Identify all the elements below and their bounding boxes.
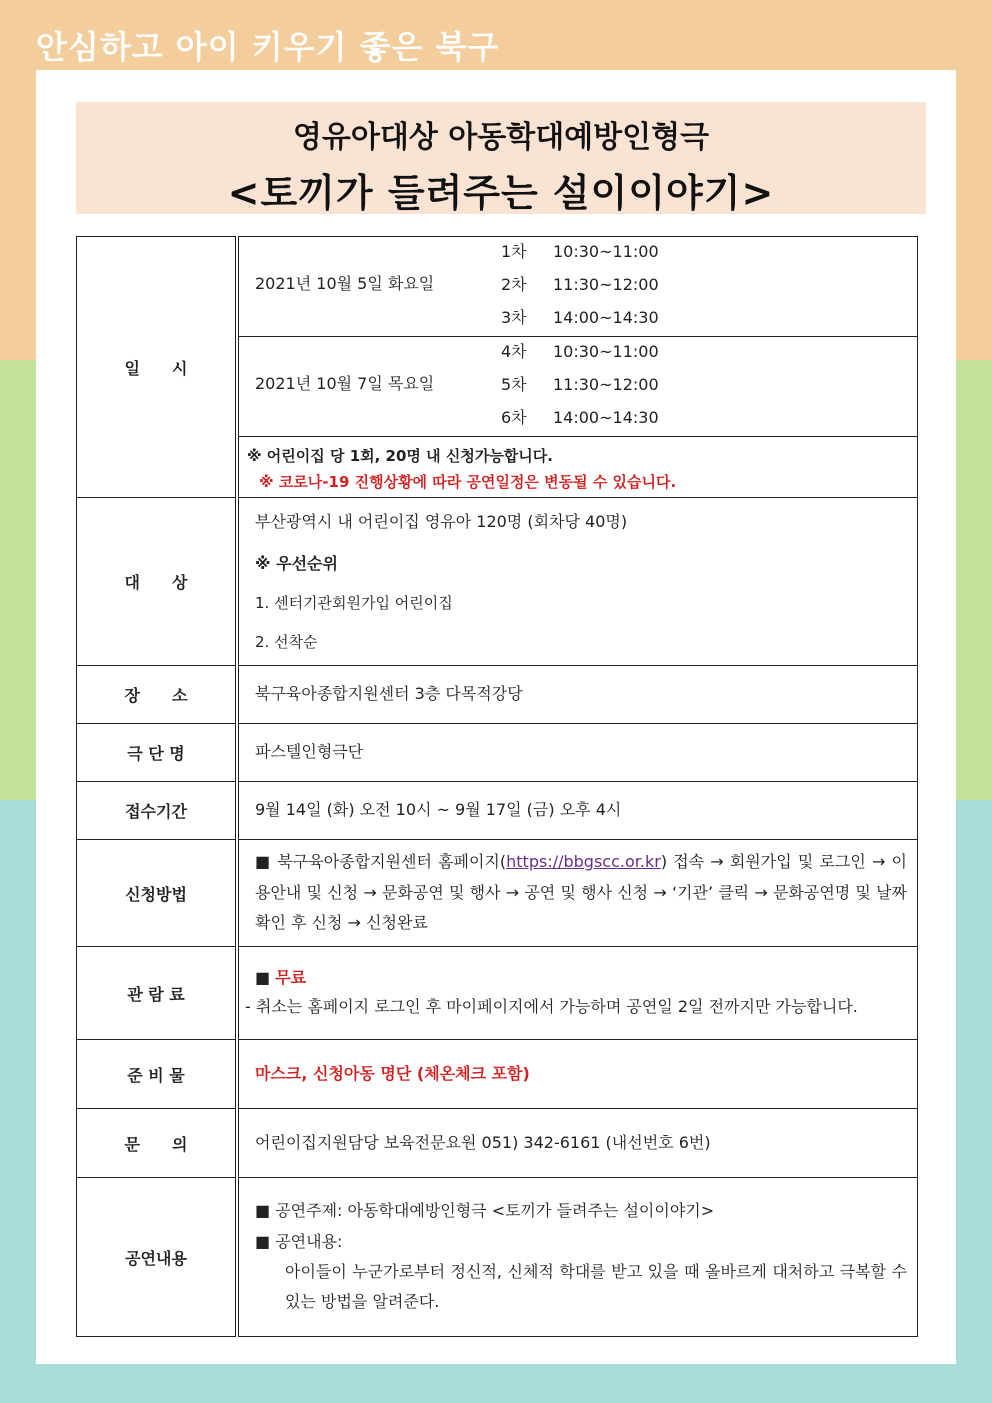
- content-theme: ■ 공연주제: 아동학대예방인형극 <토끼가 들려주는 설이이야기>: [255, 1201, 715, 1221]
- schedule-note-capacity: ※ 어린이집 당 1회, 20명 내 신청가능합니다.: [247, 446, 553, 465]
- period-row: [77, 782, 918, 840]
- target-line1: 부산광역시 내 어린이집 영유아 120명 (회차당 40명): [255, 511, 628, 531]
- target-cell: [237, 498, 918, 666]
- prepare-cell: [237, 1040, 918, 1109]
- contact-cell: [237, 1109, 918, 1178]
- contact-label: 문 의: [77, 1109, 238, 1178]
- period-label: 접수기간: [77, 782, 238, 840]
- schedule-day1: [237, 237, 918, 337]
- fee-cell: [237, 947, 918, 1040]
- day2-date: 2021년 10월 7일 목요일: [255, 374, 435, 393]
- troupe-row: [77, 724, 918, 782]
- info-table: [76, 236, 918, 1337]
- session-1: 1차 10:30~11:00: [501, 242, 659, 261]
- method-prefix: ■ 북구육아종합지원센터 홈페이지(: [255, 852, 507, 872]
- prepare-label: 준 비 물: [77, 1040, 238, 1109]
- content-desc-label: ■ 공연내용:: [255, 1231, 343, 1251]
- title-line1: 영유아대상 아동학대예방인형극: [292, 120, 710, 155]
- content-label: 공연내용: [77, 1178, 238, 1337]
- session-4: 4차 10:30~11:00: [501, 342, 659, 361]
- fee-cancel-note: - 취소는 홈페이지 로그인 후 마이페이지에서 가능하며 공연일 2일 전까지만 가능합니다.: [245, 997, 858, 1016]
- place-row: [77, 666, 918, 724]
- target-item2: 2. 선착순: [255, 633, 318, 652]
- content-cell: [237, 1178, 918, 1337]
- contact-value: 어린이집지원담당 보육전문요원 051) 342-6161 (내선번호 6번): [255, 1132, 711, 1152]
- place-value: 북구육아종합지원센터 3층 다목적강당: [255, 684, 523, 704]
- day1-date: 2021년 10월 5일 화요일: [255, 274, 435, 293]
- period-value: 9월 14일 (화) 오전 10시 ~ 9월 17일 (금) 오후 4시: [255, 800, 622, 820]
- schedule-day2: [237, 337, 918, 437]
- target-item1: 1. 센터기관회원가입 어린이집: [255, 594, 453, 613]
- method-row: [77, 840, 918, 947]
- fee-bullet: ■: [255, 968, 276, 988]
- session-3: 3차 14:00~14:30: [501, 308, 659, 327]
- fee-row: [77, 947, 918, 1040]
- session-5: 5차 11:30~12:00: [501, 375, 659, 394]
- target-label: 대 상: [77, 498, 238, 666]
- content-desc: 아이들이 누군가로부터 정신적, 신체적 학대를 받고 있을 때 올바르게 대처하고 극복할 수 있는 방법을 알려준다.: [285, 1262, 907, 1312]
- target-priority: ※ 우선순위: [255, 553, 338, 573]
- title-banner: [76, 102, 926, 214]
- method-cell: [237, 840, 918, 947]
- method-suffix: ) 접속 → 회원가입 및 로그인 → 이용안내 및 신청 → 문화공연 및 행사 → 공연 및 행사 신청 → ‘기관’ 클릭 → 문화공연명 및 날짜 확인 후 신청 → 신청완료: [255, 852, 907, 933]
- prepare-row: [77, 1040, 918, 1109]
- period-cell: [237, 782, 918, 840]
- schedule-note-covid: ※ 코로나-19 진행상황에 따라 공연일정은 변동될 수 있습니다.: [259, 473, 677, 491]
- session-6: 6차 14:00~14:30: [501, 408, 659, 427]
- method-label: 신청방법: [77, 840, 238, 947]
- contact-row: [77, 1109, 918, 1178]
- document-page: [36, 70, 956, 1364]
- troupe-label: 극 단 명: [77, 724, 238, 782]
- slogan: 안심하고 아이 키우기 좋은 북구: [36, 28, 500, 66]
- schedule-notes: [237, 437, 918, 498]
- prepare-value: 마스크, 신청아동 명단 (체온체크 포함): [255, 1063, 530, 1083]
- content-row: [77, 1178, 918, 1337]
- place-label: 장 소: [77, 666, 238, 724]
- homepage-link[interactable]: https://bbgscc.or.kr: [506, 852, 661, 872]
- troupe-value: 파스텔인형극단: [255, 742, 364, 762]
- session-2: 2차 11:30~12:00: [501, 275, 659, 294]
- troupe-cell: [237, 724, 918, 782]
- schedule-row: [77, 237, 918, 337]
- title-line2: <토끼가 들려주는 설이이야기>: [227, 171, 775, 215]
- fee-label: 관 람 료: [77, 947, 238, 1040]
- target-row: [77, 498, 918, 666]
- fee-free: 무료: [275, 968, 307, 988]
- schedule-label: 일 시: [77, 237, 238, 498]
- place-cell: [237, 666, 918, 724]
